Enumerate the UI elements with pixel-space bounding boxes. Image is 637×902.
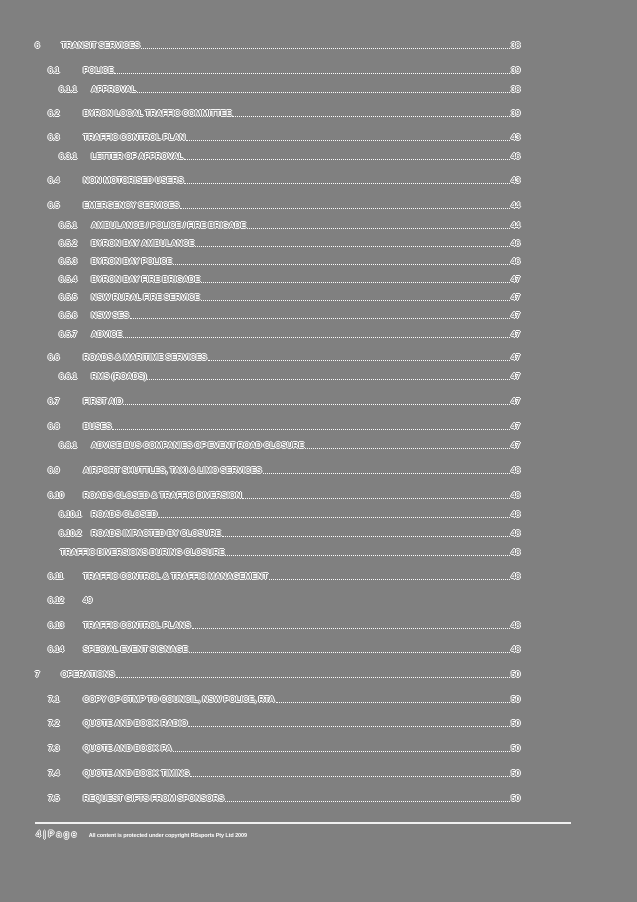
- toc-dot-leader: [232, 114, 510, 117]
- toc-dot-leader: [147, 377, 510, 380]
- toc-entry[interactable]: [0, 667, 637, 681]
- toc-entry-number: 7.4: [48, 768, 60, 778]
- toc-dot-leader: [188, 724, 510, 727]
- toc-entry-title: BYRON LOCAL TRAFFIC COMMITTEE: [83, 108, 232, 118]
- toc-entry[interactable]: [0, 327, 637, 341]
- toc-entry[interactable]: [0, 545, 637, 559]
- toc-entry[interactable]: [0, 488, 637, 502]
- toc-entry-page: 47: [511, 352, 521, 362]
- toc-entry-number: 6.2: [48, 108, 60, 118]
- toc-dot-leader: [225, 553, 510, 556]
- toc-entry-title: ADVISE BUS COMPANIES OF EVENT ROAD CLOSURE: [91, 440, 304, 450]
- toc-entry-number: 7.3: [48, 743, 60, 753]
- toc-entry-number: 6.7: [48, 396, 60, 406]
- toc-entry-page: 50: [511, 718, 521, 728]
- toc-entry-page: 48: [511, 620, 521, 630]
- toc-entry-number: 6.9: [48, 465, 60, 475]
- toc-entry-title: AIRPORT SHUTTLES, TAXI & LIMO SERVICES: [83, 465, 262, 475]
- toc-entry-number: 6.5.1: [59, 220, 77, 230]
- toc-dot-leader: [123, 335, 510, 338]
- toc-entry-number: 6.10: [48, 490, 64, 500]
- toc-entry-number: 6: [35, 40, 40, 50]
- toc-dot-leader: [116, 675, 510, 678]
- toc-entry[interactable]: [0, 507, 637, 521]
- toc-entry[interactable]: [0, 149, 637, 163]
- toc-entry-page: 39: [511, 65, 521, 75]
- toc-entry[interactable]: [0, 272, 637, 286]
- toc-entry-title: TRAFFIC DIVERSIONS DURING CLOSURE: [60, 547, 225, 557]
- toc-entry-title: POLICE: [83, 65, 114, 75]
- toc-entry-number: 6.5.4: [59, 274, 77, 284]
- toc-entry[interactable]: [0, 308, 637, 322]
- toc-entry-number: 6.3: [48, 132, 60, 142]
- toc-entry[interactable]: [0, 394, 637, 408]
- toc-entry-title: BUSES: [83, 421, 112, 431]
- toc-entry[interactable]: [0, 63, 637, 77]
- toc-dot-leader: [208, 358, 510, 361]
- toc-entry[interactable]: [0, 82, 637, 96]
- toc-entry-title: BYRON BAY FIRE BRIGADE: [91, 274, 200, 284]
- toc-entry-title: TRAFFIC CONTROL & TRAFFIC MANAGEMENT: [83, 571, 268, 581]
- toc-entry-title: NON MOTORISED USERS: [83, 175, 184, 185]
- toc-entry[interactable]: [0, 38, 637, 52]
- toc-entry-title: ADVICE: [91, 329, 122, 339]
- toc-entry[interactable]: [0, 692, 637, 706]
- toc-entry-title: ROADS CLOSED & TRAFFIC DIVERSION: [83, 490, 242, 500]
- toc-entry[interactable]: [0, 290, 637, 304]
- toc-dot-leader: [130, 316, 510, 319]
- toc-dot-leader: [247, 226, 510, 229]
- toc-entry-title: QUOTE AND BOOK RADIO: [83, 718, 188, 728]
- toc-entry-page: 43: [511, 175, 521, 185]
- toc-entry-title: ROADS CLOSED: [91, 509, 158, 519]
- toc-entry-title: REQUEST GIFTS FROM SPONSORS: [83, 793, 225, 803]
- toc-entry-page: 50: [511, 768, 521, 778]
- toc-entry-number: 6.11: [48, 571, 64, 581]
- toc-entry[interactable]: [0, 218, 637, 232]
- toc-entry[interactable]: [0, 618, 637, 632]
- toc-entry-number: 6.14: [48, 644, 64, 654]
- page-number: 4: [36, 829, 42, 839]
- toc-entry-page: 48: [511, 465, 521, 475]
- toc-entry[interactable]: [0, 463, 637, 477]
- toc-entry[interactable]: [0, 419, 637, 433]
- toc-entry-number: 7.5: [48, 793, 60, 803]
- toc-entry-page: 48: [511, 547, 521, 557]
- toc-entry-title: TRAFFIC CONTROL PLANS: [83, 620, 191, 630]
- toc-entry-title: OPERATIONS: [61, 669, 115, 679]
- toc-dot-leader: [189, 650, 510, 653]
- toc-dot-leader: [201, 298, 510, 301]
- toc-entry[interactable]: [0, 173, 637, 187]
- toc-entry-number: 7: [35, 669, 40, 679]
- toc-entry-page: 47: [511, 440, 521, 450]
- toc-entry-title: 49: [83, 595, 93, 605]
- toc-entry[interactable]: [0, 526, 637, 540]
- toc-entry[interactable]: [0, 198, 637, 212]
- toc-entry[interactable]: [0, 236, 637, 250]
- toc-entry-number: 6.5.7: [59, 329, 77, 339]
- toc-entry-page: 47: [511, 421, 521, 431]
- toc-entry-page: 39: [511, 108, 521, 118]
- toc-entry-number: 6.3.1: [59, 151, 77, 161]
- toc-dot-leader: [190, 774, 510, 777]
- toc-entry[interactable]: [0, 106, 637, 120]
- toc-entry-page: 38: [511, 84, 521, 94]
- copyright-notice: All content is protected under copyright RSsports Pty Ltd 2009: [88, 833, 247, 839]
- toc-entry-number: 6.10.1: [59, 509, 82, 519]
- toc-entry-page: 46: [511, 238, 521, 248]
- toc-entry-number: 6.6.1: [59, 371, 77, 381]
- toc-entry[interactable]: [0, 254, 637, 268]
- page-footer: [36, 828, 247, 840]
- toc-entry-number: 6.6: [48, 352, 60, 362]
- toc-entry-title: QUOTE AND BOOK PA: [83, 743, 172, 753]
- toc-entry-page: 38: [511, 40, 521, 50]
- toc-entry-title: BYRON BAY AMBULANCE: [91, 238, 195, 248]
- toc-dot-leader: [269, 577, 510, 580]
- toc-entry-page: 47: [511, 371, 521, 381]
- toc-entry-page: 44: [511, 220, 521, 230]
- toc-entry-title: SPECIAL EVENT SIGNAGE: [83, 644, 188, 654]
- toc-entry-page: 50: [511, 694, 521, 704]
- toc-entry-page: 47: [511, 396, 521, 406]
- toc-dot-leader: [225, 799, 510, 802]
- toc-entry-page: 48: [511, 571, 521, 581]
- toc-dot-leader: [184, 157, 510, 160]
- page-label: | P a g e: [43, 829, 77, 839]
- toc-entry-number: 6.5.5: [59, 292, 77, 302]
- toc-entry-number: 6.12: [48, 595, 64, 605]
- toc-dot-leader: [173, 749, 510, 752]
- toc-entry-number: 6.10.2: [59, 528, 82, 538]
- toc-entry-page: 47: [511, 274, 521, 284]
- toc-entry-number: 6.8.1: [59, 440, 77, 450]
- toc-dot-leader: [137, 90, 510, 93]
- toc-dot-leader: [195, 244, 510, 247]
- toc-entry-title: EMERGENCY SERVICES: [83, 200, 180, 210]
- toc-entry-page: 43: [511, 132, 521, 142]
- toc-entry-title: BYRON BAY POLICE: [91, 256, 172, 266]
- toc-entry-page: 48: [511, 528, 521, 538]
- toc-dot-leader: [222, 534, 510, 537]
- toc-entry[interactable]: [0, 766, 637, 780]
- toc-entry-title: COPY OF CTMP TO COUNCIL, NSW POLICE, RTA: [83, 694, 275, 704]
- toc-entry-title: NSW RURAL FIRE SERVICE: [91, 292, 200, 302]
- toc-entry[interactable]: [0, 369, 637, 383]
- toc-entry-page: 47: [511, 310, 521, 320]
- toc-entry-page: 50: [511, 669, 521, 679]
- toc-entry-title: QUOTE AND BOOK TIMING: [83, 768, 190, 778]
- toc-entry-page: 48: [511, 509, 521, 519]
- toc-dot-leader: [141, 46, 510, 49]
- toc-entry[interactable]: [0, 569, 637, 583]
- toc-entry-title: NSW SES: [91, 310, 129, 320]
- toc-entry-page: 48: [511, 490, 521, 500]
- toc-entry-page: 48: [511, 644, 521, 654]
- toc-dot-leader: [305, 446, 510, 449]
- toc-dot-leader: [184, 181, 510, 184]
- toc-entry-title: ROADS IMPACTED BY CLOSURE: [91, 528, 221, 538]
- toc-entry-title: AMBULANCE / POLICE / FIRE BRIGADE: [91, 220, 246, 230]
- toc-dot-leader: [158, 515, 510, 518]
- toc-entry-number: 6.5.6: [59, 310, 77, 320]
- toc-entry-number: 6.5.3: [59, 256, 77, 266]
- toc-entry[interactable]: [0, 593, 637, 607]
- toc-entry-number: 6.1.1: [59, 84, 77, 94]
- toc-entry-title: TRANSIT SERVICES: [61, 40, 140, 50]
- toc-entry-page: 44: [511, 200, 521, 210]
- toc-entry-number: 7.2: [48, 718, 60, 728]
- toc-entry[interactable]: [0, 791, 637, 805]
- toc-entry-page: 50: [511, 793, 521, 803]
- toc-dot-leader: [114, 71, 510, 74]
- toc-dot-leader: [186, 138, 510, 141]
- toc-entry-page: 50: [511, 743, 521, 753]
- toc-entry-number: 6.8: [48, 421, 60, 431]
- toc-entry-number: 6.1: [48, 65, 60, 75]
- toc-entry[interactable]: [0, 741, 637, 755]
- toc-entry-title: APPROVAL: [91, 84, 136, 94]
- toc-entry-page: 46: [511, 256, 521, 266]
- toc-dot-leader: [263, 471, 510, 474]
- toc-entry-title: FIRST AID: [83, 396, 123, 406]
- toc-dot-leader: [173, 262, 510, 265]
- toc-entry-title: TRAFFIC CONTROL PLAN: [83, 132, 186, 142]
- toc-entry[interactable]: [0, 350, 637, 364]
- toc-entry-page: 47: [511, 292, 521, 302]
- toc-entry[interactable]: [0, 438, 637, 452]
- toc-dot-leader: [276, 700, 510, 703]
- toc-entry-title: LETTER OF APPROVAL: [91, 151, 184, 161]
- toc-entry-number: 6.5.2: [59, 238, 77, 248]
- toc-entry-number: 6.4: [48, 175, 60, 185]
- toc-entry-title: ROADS & MARITIME SERVICES: [83, 352, 207, 362]
- toc-entry[interactable]: [0, 130, 637, 144]
- toc-dot-leader: [201, 280, 510, 283]
- toc-dot-leader: [192, 626, 510, 629]
- toc-entry-number: 6.13: [48, 620, 64, 630]
- toc-entry-number: 6.5: [48, 200, 60, 210]
- toc-dot-leader: [180, 206, 510, 209]
- footer-divider: [35, 822, 571, 824]
- toc-entry[interactable]: [0, 642, 637, 656]
- toc-dot-leader: [123, 402, 510, 405]
- toc-entry-page: 46: [511, 151, 521, 161]
- toc-dot-leader: [112, 427, 510, 430]
- toc-entry-number: 7.1: [48, 694, 60, 704]
- toc-dot-leader: [242, 496, 510, 499]
- toc-entry[interactable]: [0, 716, 637, 730]
- toc-entry-page: 47: [511, 329, 521, 339]
- toc-entry-title: RMS (ROADS): [91, 371, 147, 381]
